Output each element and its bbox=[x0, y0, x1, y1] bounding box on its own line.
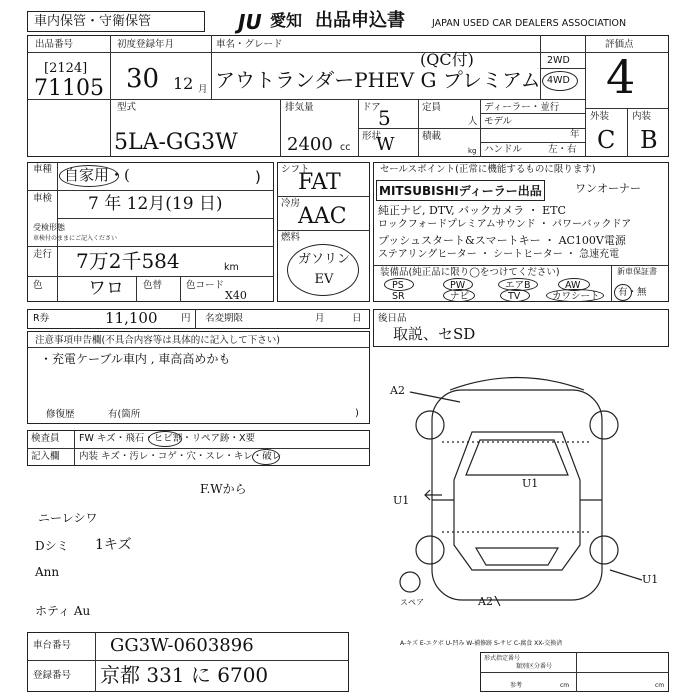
yen-unit: 円 bbox=[181, 313, 191, 324]
model-year-label: モデル bbox=[484, 116, 513, 127]
after-items: 取説、セSD bbox=[393, 325, 476, 343]
shape-label: 形状 bbox=[362, 131, 382, 142]
color-label: 色 bbox=[33, 280, 43, 291]
diagram-a2-bottom: A2 bbox=[478, 595, 493, 608]
sp-one-owner: ワンオーナー bbox=[575, 182, 641, 195]
car-name-label: 車名・グレード bbox=[216, 39, 283, 50]
fuel: ガソリン EV bbox=[297, 252, 350, 287]
entry-field-label: 記入欄 bbox=[31, 451, 60, 462]
lot-number: 71105 bbox=[34, 76, 104, 101]
reg-month: 12 bbox=[173, 74, 194, 93]
org-name: 愛知 bbox=[270, 11, 303, 30]
repair-has: 有(箇所 bbox=[108, 409, 141, 420]
equip-pw: PW bbox=[450, 280, 466, 291]
inspection-label: 車検 bbox=[33, 193, 53, 204]
int-note-2: Dシミ bbox=[35, 539, 69, 553]
capacity-label: 定員 bbox=[422, 102, 442, 113]
model-code-label: 型式 bbox=[117, 102, 137, 113]
spare-wheel bbox=[400, 572, 420, 592]
drive-4wd: 4WD bbox=[547, 75, 570, 86]
form-ref-left: 形式指定番号 bbox=[484, 655, 521, 662]
equipment-list bbox=[380, 278, 608, 302]
exterior-grade: C bbox=[597, 126, 616, 154]
wheel-rr bbox=[590, 536, 618, 564]
cc-unit: cc bbox=[340, 142, 351, 153]
diagram-u1-left: U1 bbox=[393, 494, 410, 507]
warranty-value: 有・無 bbox=[618, 287, 647, 298]
int-scuff-circle bbox=[252, 449, 280, 465]
interior-label: 内装 bbox=[632, 111, 652, 122]
handle-label: ハンドル bbox=[484, 144, 523, 155]
damage-arrow-right bbox=[610, 570, 642, 580]
color-change-label: 色替 bbox=[143, 280, 163, 291]
association-name: JAPAN USED CAR DEALERS ASSOCIATION bbox=[432, 18, 627, 29]
person-unit: 人 bbox=[468, 116, 478, 127]
shape: W bbox=[376, 134, 395, 155]
color-code: X40 bbox=[225, 289, 247, 302]
inspector-label: 検査員 bbox=[31, 433, 60, 444]
chassis-number: GG3W-0603896 bbox=[110, 635, 254, 656]
inspection-date: 7 年 12月(19 日) bbox=[88, 194, 223, 214]
wheel-fl bbox=[416, 411, 444, 439]
equip-navi: ナビ bbox=[450, 291, 470, 302]
spare-label: スペア bbox=[400, 598, 424, 607]
diagram-a2-top: A2 bbox=[390, 384, 405, 397]
inspection-note: 車検付のままにご記入ください bbox=[33, 235, 118, 242]
color-code-label: 色コード bbox=[186, 280, 225, 291]
model-code: 5LA-GG3W bbox=[114, 130, 238, 155]
sales-points-label: セールスポイント(正常に機能するものに限ります) bbox=[380, 164, 596, 175]
notes-header: 注意事項申告欄(不具合内容等は具体的に記入して下さい) bbox=[35, 335, 280, 346]
storage-note: 車内保管・守衛保管 bbox=[34, 14, 152, 29]
damage-legend: A-キズ E-エクボ U-凹み W-補修跡 S-サビ C-腐食 XX-交換済 bbox=[400, 640, 563, 647]
repair-history-label: 修復歴 bbox=[46, 409, 75, 420]
equip-tv-circle bbox=[500, 289, 530, 302]
equip-airbag: エアB bbox=[505, 280, 531, 291]
equip-ps: PS bbox=[392, 280, 404, 291]
interior-grade: B bbox=[640, 126, 658, 154]
sp-line-3: ロックフォードプレミアムサウンド ・ パワーバックドア bbox=[378, 219, 632, 230]
grade-note: (QC付) bbox=[420, 50, 474, 69]
fw-stone-circle bbox=[148, 431, 182, 447]
evaluation-score: 4 bbox=[606, 50, 636, 104]
km-unit: km bbox=[224, 262, 239, 273]
equip-sr: SR bbox=[392, 291, 405, 302]
fw-row: FW キズ・飛石・ヒビ割・リペア跡・X要 bbox=[79, 433, 256, 444]
warranty-circle bbox=[614, 284, 632, 301]
int-note-1: ニーレシワ bbox=[38, 511, 98, 525]
equip-leather-circle bbox=[546, 289, 604, 302]
color: ワロ bbox=[88, 278, 124, 299]
note-text: ・充電ケーブル車内 , 車高高めかも bbox=[40, 352, 231, 366]
kg-unit: kg bbox=[468, 147, 477, 155]
reg-month-unit: 月 bbox=[198, 84, 208, 95]
sp-line-5: ステアリングヒーター ・ シートヒーター ・ 急速充電 bbox=[378, 249, 620, 260]
damage-arrow-left bbox=[425, 490, 442, 500]
registration-number: 京都 331 に 6700 bbox=[100, 663, 269, 687]
hood-outline bbox=[450, 378, 584, 391]
chassis-label: 車台番号 bbox=[33, 640, 72, 651]
wheel-fr bbox=[590, 411, 618, 439]
score-label: 評価点 bbox=[605, 39, 634, 50]
shift: FAT bbox=[298, 170, 341, 195]
cooling-label: 冷房 bbox=[281, 198, 301, 209]
equip-ps-circle bbox=[384, 278, 414, 291]
equip-leather: カワシート bbox=[552, 291, 600, 302]
sp-line-2: 純正ナビ, DTV, バックカメラ ・ ETC bbox=[378, 204, 566, 217]
wheel-rl bbox=[416, 536, 444, 564]
odometer-label: 走行 bbox=[33, 249, 53, 260]
int-note-5: ホティ Au bbox=[35, 604, 91, 618]
ref-left: 参考 bbox=[510, 682, 523, 689]
diagram-u1-center: U1 bbox=[522, 477, 539, 490]
fuel-label: 燃料 bbox=[281, 232, 301, 243]
int-note-4: 1キズ bbox=[95, 537, 132, 553]
first-reg-label: 初度登録年月 bbox=[117, 39, 175, 50]
inspection-sub-label: 受検形態 bbox=[33, 223, 65, 232]
car-type-label: 車種 bbox=[33, 164, 53, 175]
fw-note: F.Wから bbox=[200, 482, 247, 496]
car-damage-diagram bbox=[380, 370, 680, 620]
cabin-outline bbox=[454, 432, 580, 570]
name-change-label: 名変期限 bbox=[205, 313, 244, 324]
mitsubishi-brand: MITSUBISHIディーラー出品 bbox=[376, 180, 545, 201]
handle-lr: 左・右 bbox=[548, 144, 577, 155]
int-note-3: Ann bbox=[35, 565, 60, 579]
load-label: 積載 bbox=[422, 131, 442, 142]
reg-year: 30 bbox=[126, 64, 160, 94]
recycle-label: R券 bbox=[33, 313, 50, 324]
doors-label: ドア bbox=[362, 102, 381, 113]
ref-cm-right: cm bbox=[655, 682, 665, 689]
ju-logo: JU bbox=[238, 10, 262, 34]
exterior-label: 外装 bbox=[590, 111, 610, 122]
lot-prefix: [2124] bbox=[44, 61, 88, 76]
equip-navi-circle bbox=[443, 289, 475, 302]
windshield bbox=[466, 440, 568, 475]
year-unit: 年 bbox=[570, 129, 580, 140]
lot-no-label: 出品番号 bbox=[35, 39, 74, 50]
nc-day: 日 bbox=[352, 313, 362, 324]
form-title: 出品申込書 bbox=[315, 10, 405, 31]
car-name: アウトランダーPHEV G プレミアム bbox=[215, 68, 541, 92]
drive-2wd: 2WD bbox=[547, 55, 570, 66]
sp-line-4: プッシュスタート&スマートキー ・ AC100V電源 bbox=[378, 234, 626, 247]
damage-arrow-top bbox=[410, 392, 460, 402]
recycle-amount: 11,100 bbox=[105, 309, 158, 327]
interior-row: 内装 キズ・汚レ・コゲ・穴・スレ・キレ・破レ bbox=[79, 451, 282, 462]
doors: 5 bbox=[378, 106, 391, 130]
car-type-close: ) bbox=[255, 168, 261, 186]
dealer-label: ディーラー・並行 bbox=[484, 102, 560, 113]
after-items-label: 後日品 bbox=[378, 313, 407, 324]
equipment-label: 装備品(純正品に限り◯をつけてください) bbox=[380, 267, 560, 278]
equip-aw: AW bbox=[565, 280, 581, 291]
aircon: AAC bbox=[298, 204, 347, 229]
damage-arrow-bottom bbox=[495, 596, 500, 606]
car-body-outline bbox=[432, 390, 602, 600]
repair-close: ) bbox=[355, 408, 359, 419]
ref-cm-left: cm bbox=[560, 682, 570, 689]
diagram-u1-right: U1 bbox=[642, 573, 659, 586]
car-type: 自家用・( bbox=[64, 166, 130, 184]
reg-no-label: 登録番号 bbox=[33, 670, 72, 681]
rear-window bbox=[476, 548, 558, 565]
equip-tv: TV bbox=[508, 291, 521, 302]
odometer: 7万2千584 bbox=[76, 249, 180, 273]
nc-month: 月 bbox=[315, 313, 325, 324]
displacement: 2400 bbox=[287, 134, 333, 155]
form-ref-right: 類別区分番号 bbox=[516, 663, 553, 670]
displacement-label: 排気量 bbox=[285, 102, 314, 113]
shift-label: シフト bbox=[281, 164, 310, 175]
warranty-label: 新車保証書 bbox=[617, 267, 657, 276]
